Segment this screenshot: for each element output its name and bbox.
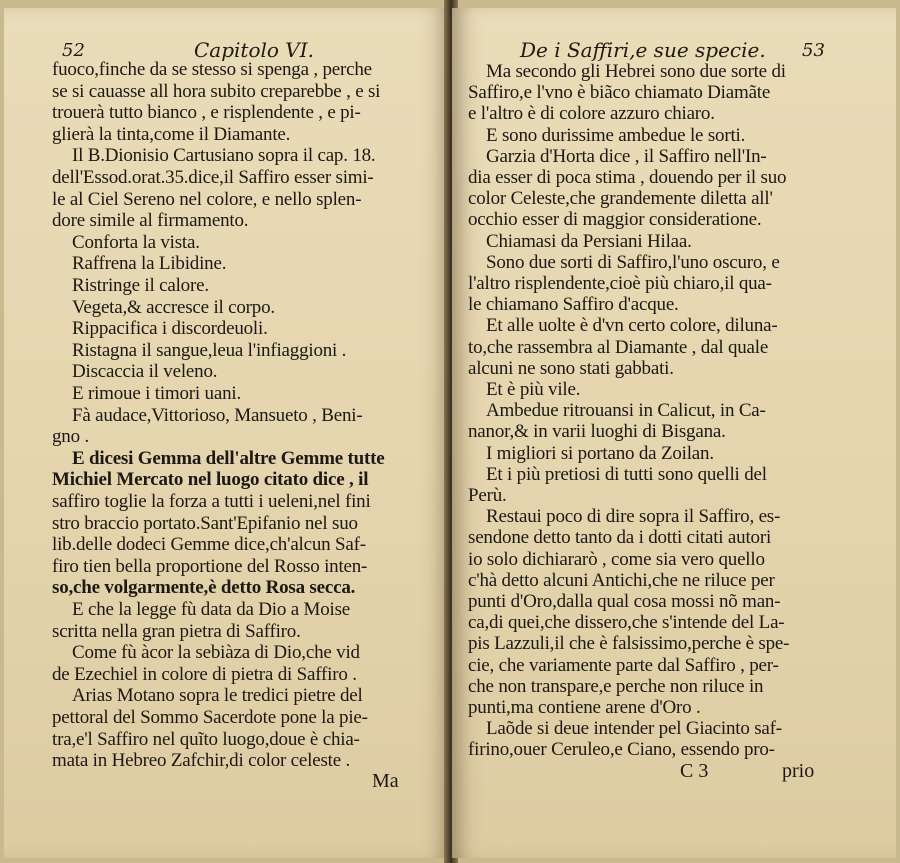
left-line: glierà la tinta,come il Diamante. [52,123,291,145]
left-line: le al Ciel Sereno nel colore, e nello splen- [52,188,362,210]
right-line: color Celeste,che grandemente diletta all' [468,188,773,210]
right-line: sendone detto tanto da i dotti citati autori [468,527,772,549]
right-signature: C 3 [680,760,709,782]
right-line: cie, che variamente parte dal Saffiro , per- [468,654,779,676]
left-line: gno . [52,426,90,448]
left-line: Come fù àcor la sebiàza di Dio,che vid [72,642,360,664]
left-line: saffiro toglie la forza a tutti i ueleni,nel fini [52,491,371,512]
right-line: l'altro risplendente,cioè più chiaro,il qua- [468,273,772,294]
right-page [452,8,896,858]
left-line: Conforta la vista. [72,231,200,253]
right-line: Perù. [468,485,507,506]
right-running-head: De i Saffiri,e sue specie. [520,38,766,62]
right-line: alcuni ne sono stati gabbati. [468,357,674,379]
right-line: Restaui poco di dire sopra il Saffiro, es- [486,506,781,528]
left-line: Ristringe il calore. [72,275,209,296]
right-line: Et è più vile. [486,379,581,400]
right-line: Chiamasi da Persiani Hilaa. [486,230,692,252]
right-line: Ma secondo gli Hebrei sono due sorte di [486,61,786,82]
left-line: E rimoue i timori uani. [72,383,242,404]
right-page-text [452,8,896,858]
left-line: stro braccio portato.Sant'Epifanio nel suo [52,512,358,534]
right-line: Garzia d'Horta dice , il Saffiro nell'In- [486,145,767,167]
left-line: E dicesi Gemma dell'altre Gemme tutte [72,447,385,469]
left-line: Fà audace,Vittorioso, Mansueto , Beni- [72,404,363,426]
left-line: dore simile al firmamento. [52,210,249,232]
left-line: fuoco,finche da se stesso si spenga , perche [52,59,372,80]
right-line: ca,di quei,che dissero,che s'intende del La- [468,612,785,634]
left-line: Vegeta,& accresce il corpo. [72,296,275,318]
left-line: mata in Hebreo Zafchir,di color celeste . [52,750,351,772]
right-line: I migliori si portano da Zoilan. [486,442,714,464]
left-line: lib.delle dodeci Gemme dice,ch'alcun Saf- [52,534,366,556]
right-catchword: prio [782,760,815,782]
right-line: Ambedue ritrouansi in Calicut, in Ca- [486,400,766,422]
left-catchword: Ma [372,770,399,792]
left-line: Raffrena la Libidine. [72,253,227,275]
right-line: punti,ma contiene arene d'Oro . [468,697,701,718]
left-line: E che la legge fù data da Dio a Moise [72,599,351,620]
right-line: Sono due sorti di Saffiro,l'uno oscuro, e [486,251,780,273]
right-line: c'hà detto alcuni Antichi,che ne riluce per [468,569,775,591]
right-line: Et i più pretiosi di tutti sono quelli del [486,463,767,485]
right-line: dia esser di poca stima , douendo per il suo [468,167,787,188]
right-line: Saffiro,e l'vno è biãco chiamato Diamãte [468,82,771,104]
left-line: pettoral del Sommo Sacerdote pone la pie- [52,707,368,728]
left-page [4,8,450,858]
left-line: Ristagna il sangue,leua l'infiaggioni . [72,339,347,361]
left-line: Il B.Dionisio Cartusiano sopra il cap. 18. [72,145,376,167]
right-line: e l'altro è di colore azzuro chiaro. [468,103,715,125]
left-line: Discaccia il veleno. [72,361,218,383]
right-line: pis Lazzuli,il che è falsissimo,perche è spe- [468,633,790,655]
right-line: Et alle uolte è d'vn certo colore, diluna- [486,315,778,337]
right-line: io solo dichiararò , come sia vero quello [468,548,765,570]
right-page-number: 53 [802,40,825,61]
left-line: tra,e'l Saffiro nel quĩto luogo,doue è chia- [52,728,360,750]
left-line: de Ezechiel in colore di pietra di Saffiro . [52,663,357,685]
left-page-number: 52 [62,40,85,61]
right-line: punti d'Oro,dalla qual cosa mossi nõ man- [468,591,781,612]
left-line: scritta nella gran pietra di Saffiro. [52,620,301,642]
left-line: Arias Motano sopra le tredici pietre del [72,685,363,707]
left-running-head: Capitolo VI. [194,38,314,62]
right-line: nanor,& in varii luoghi di Bisgana. [468,421,726,443]
left-line: trouerà tutto bianco , e risplendente , e pi- [52,102,361,124]
left-page-text [4,8,450,858]
right-line: occhio esser di maggior consideratione. [468,209,762,231]
left-line: Rippacifica i discordeuoli. [72,318,268,340]
left-line: dell'Essod.orat.35.dice,il Saffiro esser simi- [52,167,374,188]
right-line: to,che rassembra al Diamante , dal quale [468,336,769,358]
left-line: Michiel Mercato nel luogo citato dice , il [52,469,369,491]
left-line: firo tien bella proportione del Rosso inten- [52,555,368,577]
left-line: so,che volgarmente,è detto Rosa secca. [52,577,356,599]
right-line: E sono durissime ambedue le sorti. [486,124,746,146]
right-line: Laõde si deue intender pel Giacinto saf- [486,718,782,740]
right-line: firino,ouer Ceruleo,e Ciano, essendo pro- [468,739,775,761]
right-line: che non transpare,e perche non riluce in [468,675,764,697]
right-line: le chiamano Saffiro d'acque. [468,294,679,316]
left-line: se si cauasse all hora subito creparebbe , e si [52,80,381,102]
